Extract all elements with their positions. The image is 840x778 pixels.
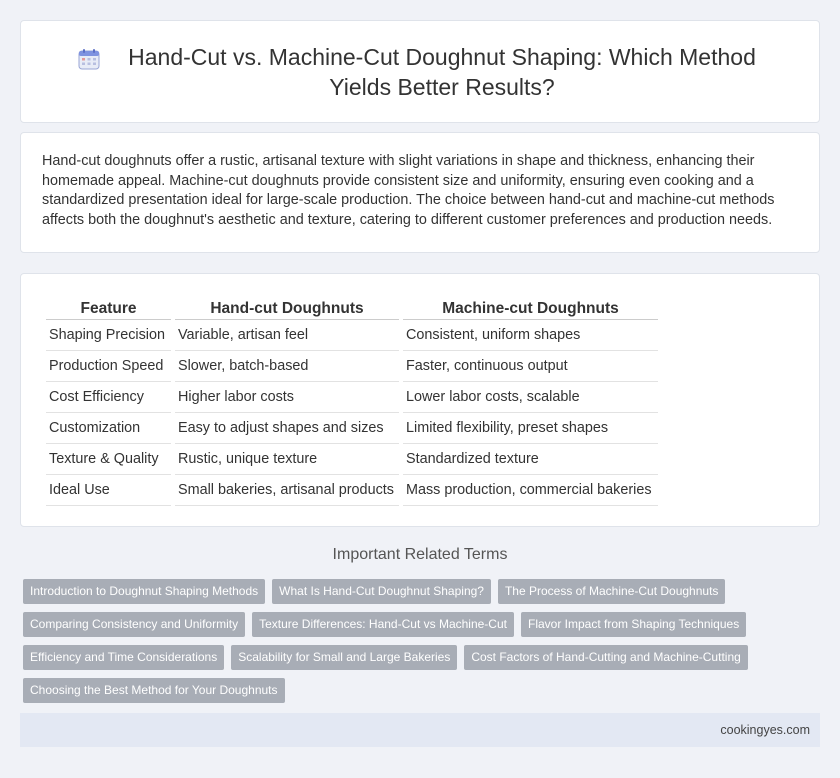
- related-term-link[interactable]: Efficiency and Time Considerations: [23, 645, 224, 670]
- footer-bar: [20, 713, 820, 747]
- table-cell: Small bakeries, artisanal products: [175, 475, 399, 506]
- related-term-link[interactable]: The Process of Machine-Cut Doughnuts: [498, 579, 725, 604]
- title-card: [20, 20, 820, 123]
- table-cell: Texture & Quality: [46, 444, 171, 475]
- table-cell: Limited flexibility, preset shapes: [403, 413, 658, 444]
- table-row: [46, 413, 658, 444]
- header-feature: Feature: [46, 296, 171, 320]
- related-term-link[interactable]: Texture Differences: Hand-Cut vs Machine-Cut: [252, 612, 514, 637]
- table-cell: Easy to adjust shapes and sizes: [175, 413, 399, 444]
- table-cell: Faster, continuous output: [403, 351, 658, 382]
- table-cell: Customization: [46, 413, 171, 444]
- comparison-table: [42, 296, 662, 506]
- table-row: [46, 444, 658, 475]
- table-cell: Ideal Use: [46, 475, 171, 506]
- related-term-link[interactable]: Cost Factors of Hand-Cutting and Machine-Cutting: [464, 645, 747, 670]
- table-cell: Higher labor costs: [175, 382, 399, 413]
- comparison-card: [20, 273, 820, 527]
- tag-row: [23, 645, 823, 670]
- table-cell: Production Speed: [46, 351, 171, 382]
- table-cell: Shaping Precision: [46, 320, 171, 351]
- table-cell: Slower, batch-based: [175, 351, 399, 382]
- table-row: [46, 351, 658, 382]
- related-term-link[interactable]: Comparing Consistency and Uniformity: [23, 612, 245, 637]
- summary-card: [20, 132, 820, 253]
- header-hand-cut: Hand-cut Doughnuts: [175, 296, 399, 320]
- tag-row: [23, 579, 823, 604]
- related-term-link[interactable]: Choosing the Best Method for Your Doughnuts: [23, 678, 285, 703]
- table-row: [46, 320, 658, 351]
- table-cell: Standardized texture: [403, 444, 658, 475]
- table-cell: Variable, artisan feel: [175, 320, 399, 351]
- related-term-link[interactable]: Scalability for Small and Large Bakeries: [231, 645, 457, 670]
- table-cell: Consistent, uniform shapes: [403, 320, 658, 351]
- table-cell: Mass production, commercial bakeries: [403, 475, 658, 506]
- related-terms-list: [23, 579, 823, 711]
- header-machine-cut: Machine-cut Doughnuts: [403, 296, 658, 320]
- related-term-link[interactable]: What Is Hand-Cut Doughnut Shaping?: [272, 579, 491, 604]
- table-cell: Rustic, unique texture: [175, 444, 399, 475]
- tag-row: [23, 678, 823, 703]
- related-term-link[interactable]: Flavor Impact from Shaping Techniques: [521, 612, 746, 637]
- table-cell: Lower labor costs, scalable: [403, 382, 658, 413]
- tag-row: [23, 612, 823, 637]
- table-cell: Cost Efficiency: [46, 382, 171, 413]
- table-row: [46, 475, 658, 506]
- summary-paragraph: Hand-cut doughnuts offer a rustic, artisanal texture with slight variations in shape and thickness, enhancing their homemade appeal. Machine-cut doughnuts provide consistent size and uniformity, ensuring even cooking and a standardized presentation ideal for large-scale production. The choice between hand-cut and machine-cut methods affects both the doughnut's aesthetic and texture, catering to different customer preferences and production needs.: [42, 153, 775, 228]
- table-row: [46, 382, 658, 413]
- table-header-row: [46, 296, 658, 320]
- page-title: Hand-Cut vs. Machine-Cut Doughnut Shaping: Which Method Yields Better Results?: [128, 43, 756, 100]
- related-terms-heading: Important Related Terms: [332, 546, 508, 563]
- footer-site-link[interactable]: cookingyes.com: [720, 723, 810, 737]
- related-term-link[interactable]: Introduction to Doughnut Shaping Methods: [23, 579, 265, 604]
